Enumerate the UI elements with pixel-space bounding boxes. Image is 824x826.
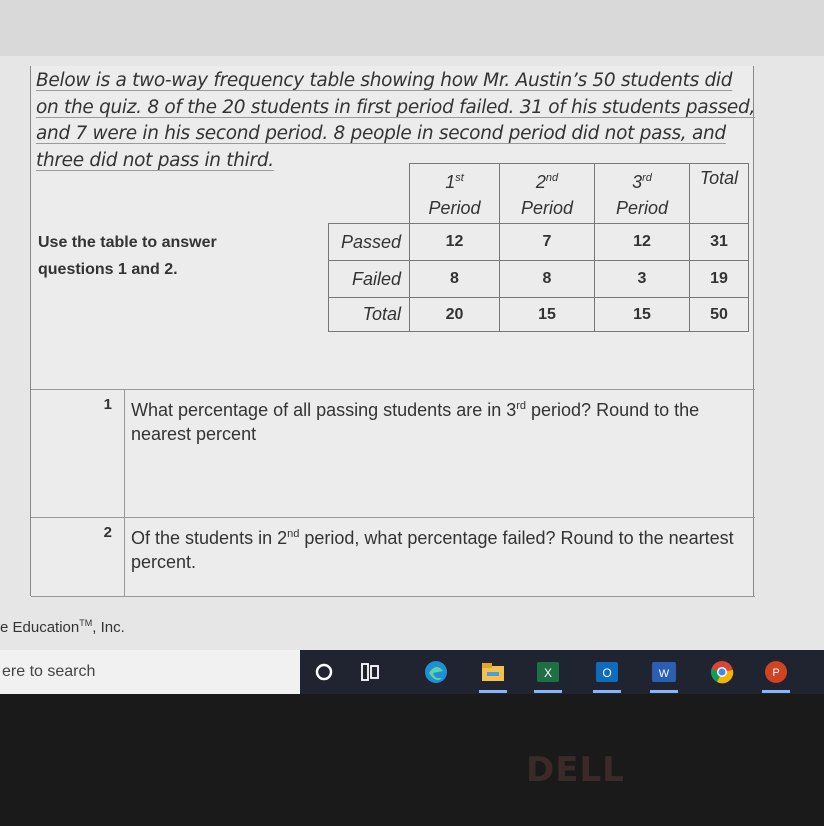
taskbar-search-box[interactable] bbox=[0, 650, 300, 694]
cortana-circle-icon[interactable] bbox=[310, 659, 338, 685]
instruction-text bbox=[38, 229, 217, 283]
outlook-icon[interactable] bbox=[593, 659, 621, 685]
header-period-3: 3rd Period bbox=[595, 164, 690, 224]
intro-line: on the quiz. 8 of the 20 students in first period failed. 31 of his students passed, bbox=[36, 96, 756, 118]
table-cell: 12 bbox=[595, 224, 690, 261]
row-label: Total bbox=[329, 298, 410, 332]
header-period-2: 2nd Period bbox=[500, 164, 595, 224]
question-number: 1 bbox=[31, 390, 125, 517]
header-total: Total bbox=[690, 164, 749, 224]
table-cell: 3 bbox=[595, 261, 690, 298]
table-cell: 20 bbox=[410, 298, 500, 332]
table-cell: 15 bbox=[595, 298, 690, 332]
table-cell: 31 bbox=[690, 224, 749, 261]
table-cell: 19 bbox=[690, 261, 749, 298]
excel-icon[interactable] bbox=[534, 659, 562, 685]
svg-text:X: X bbox=[543, 666, 553, 680]
chrome-icon[interactable] bbox=[708, 659, 736, 685]
search-placeholder: ere to search bbox=[2, 663, 96, 680]
header-period-1: 1st Period bbox=[410, 164, 500, 224]
table-corner-cell bbox=[329, 164, 410, 224]
table-cell: 12 bbox=[410, 224, 500, 261]
question-number: 2 bbox=[31, 518, 125, 596]
intro-line: and 7 were in his second period. 8 people in second period did not pass, and bbox=[36, 123, 726, 144]
instruction-line-1: Use the table to answer bbox=[38, 234, 217, 251]
table-row-total bbox=[329, 298, 749, 332]
svg-text:O: O bbox=[602, 666, 612, 680]
table-cell: 8 bbox=[410, 261, 500, 298]
table-cell: 7 bbox=[500, 224, 595, 261]
task-view-icon[interactable] bbox=[356, 659, 384, 685]
edge-icon[interactable] bbox=[422, 659, 450, 685]
frequency-table bbox=[328, 163, 749, 332]
file-explorer-icon[interactable] bbox=[479, 659, 507, 685]
question-text: Of the students in 2nd period, what percentage failed? Round to the neartest percent. bbox=[131, 528, 734, 572]
dell-logo: DELL bbox=[526, 750, 625, 790]
table-header-row bbox=[329, 164, 749, 224]
table-row-passed bbox=[329, 224, 749, 261]
question-row-2 bbox=[31, 517, 755, 597]
copyright-credit: e Education™, Inc. bbox=[0, 618, 125, 636]
intro-line: Below is a two-way frequency table showing how Mr. Austin’s 50 students did bbox=[36, 70, 733, 91]
word-icon[interactable] bbox=[650, 659, 678, 685]
taskbar bbox=[0, 650, 824, 694]
table-cell: 15 bbox=[500, 298, 595, 332]
top-strip bbox=[0, 0, 824, 56]
questions-grid bbox=[31, 389, 755, 597]
question-row-1 bbox=[31, 389, 755, 517]
question-text: What percentage of all passing students are in 3rd period? Round to the nearest percent bbox=[131, 400, 700, 444]
table-cell: 50 bbox=[690, 298, 749, 332]
table-row-failed bbox=[329, 261, 749, 298]
table-cell: 8 bbox=[500, 261, 595, 298]
instruction-line-2: questions 1 and 2. bbox=[38, 261, 178, 278]
worksheet-document bbox=[30, 66, 754, 596]
powerpoint-icon[interactable] bbox=[762, 659, 790, 685]
intro-paragraph bbox=[36, 68, 756, 174]
intro-line: three did not pass in third. bbox=[36, 149, 274, 171]
svg-text:W: W bbox=[658, 668, 670, 680]
row-label: Passed bbox=[329, 224, 410, 261]
svg-text:P: P bbox=[772, 667, 780, 679]
row-label: Failed bbox=[329, 261, 410, 298]
